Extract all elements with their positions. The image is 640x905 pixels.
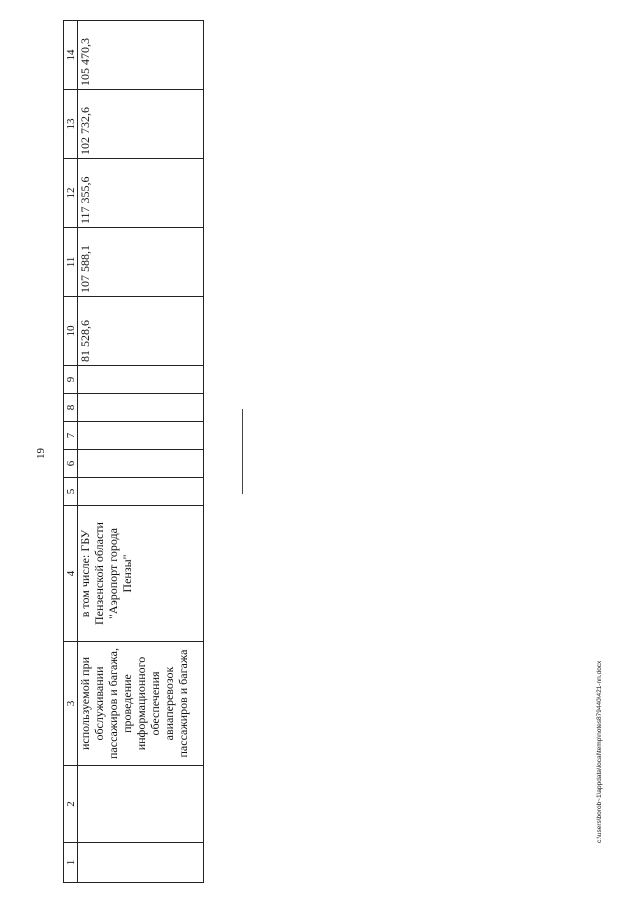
header-cell-14: 14 [64,21,78,90]
cell-description: используемой при обслуживании пассажиров и багажа, проведение информационного обеспечения авиаперевозок пассажиров и багажа [78,642,204,766]
header-cell-8: 8 [64,394,78,422]
header-cell-9: 9 [64,366,78,394]
cell-amount-col11: 107 588,1 [78,228,204,297]
separator-line [242,409,243,494]
cell-amount-col12: 117 355,6 [78,159,204,228]
header-cell-1: 1 [64,843,78,883]
table-row [78,21,204,883]
header-cell-2: 2 [64,766,78,843]
page-number: 19 [35,448,47,459]
cell-amount-col13: 102 732,6 [78,90,204,159]
cell-col6 [78,450,204,478]
cell-executor: в том числе: ГБУ Пензенской области "Аэропорт города Пензы" [78,506,204,642]
header-cell-7: 7 [64,422,78,450]
file-path-footer: c:\users\borob~1\appdata\local\temp\notes879440\421-nn.docx [596,660,603,843]
cell-amount-col14: 105 470,3 [78,21,204,90]
cell-col8 [78,394,204,422]
header-cell-11: 11 [64,228,78,297]
header-cell-5: 5 [64,478,78,506]
cell-col9 [78,366,204,394]
header-cell-3: 3 [64,642,78,766]
header-cell-6: 6 [64,450,78,478]
cell-col1 [78,843,204,883]
budget-table-container [63,21,204,883]
header-number-row [64,21,78,883]
header-cell-10: 10 [64,297,78,366]
cell-col7 [78,422,204,450]
header-cell-12: 12 [64,159,78,228]
cell-col5 [78,478,204,506]
cell-amount-col10: 81 528,6 [78,297,204,366]
header-cell-13: 13 [64,90,78,159]
budget-table [63,20,204,883]
cell-col2 [78,766,204,843]
header-cell-4: 4 [64,506,78,642]
